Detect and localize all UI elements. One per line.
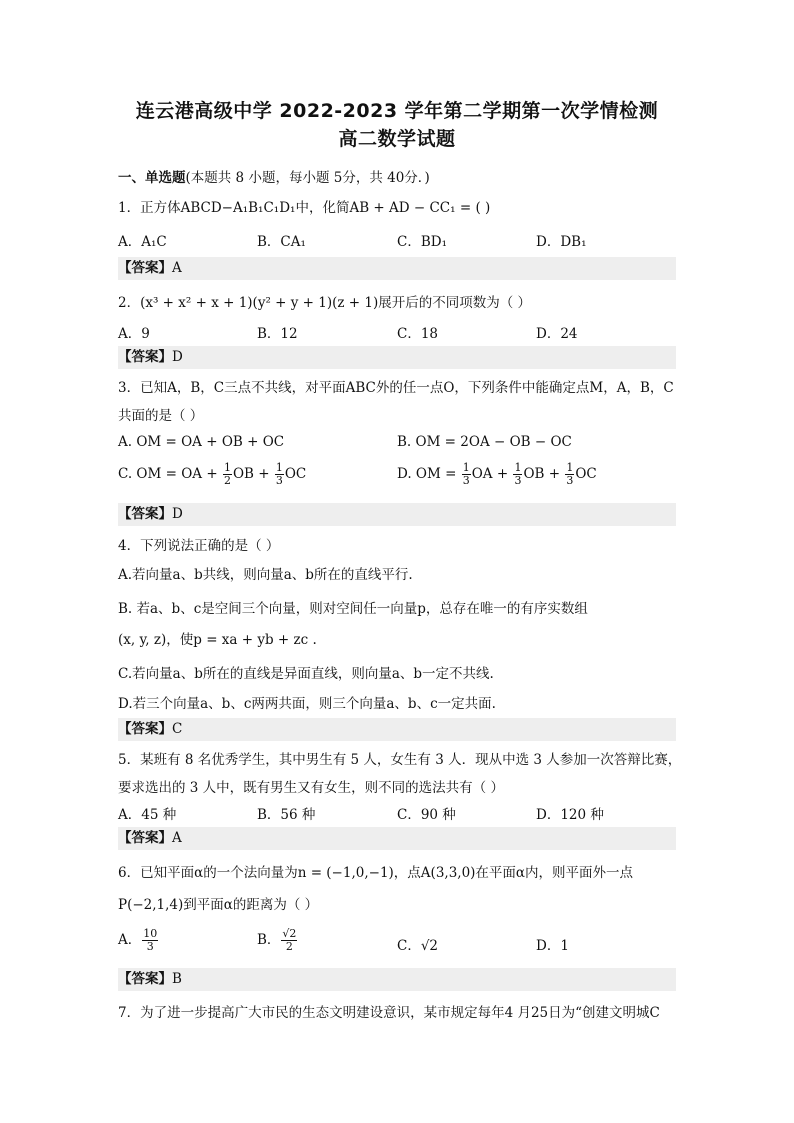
answer-value: A xyxy=(172,830,182,846)
answer-label: 【答案】 xyxy=(118,349,172,365)
frac-num: 1 xyxy=(223,461,231,474)
frac-num: 1 xyxy=(462,461,470,474)
q3-answer xyxy=(118,503,676,526)
question-3-stem-line1: 3．已知A，B，C三点不共线，对平面ABC外的任一点O，下列条件中能确定点M，A，B，C xyxy=(118,380,674,396)
q5-option-d: D．120 种 xyxy=(536,807,604,823)
question-5-stem-line1: 5．某班有 8 名优秀学生，其中男生有 5 人，女生有 3 人．现从中选 3 人参加一次答辩比赛， xyxy=(118,752,682,768)
q2-option-b: B．12 xyxy=(257,326,298,342)
exam-subtitle: 高二数学试题 xyxy=(338,128,456,150)
q2-option-a: A．9 xyxy=(118,326,150,342)
q3d-mid2: OB + xyxy=(523,466,561,482)
section-title: 一、单选题 xyxy=(118,170,186,186)
question-4-stem: 4．下列说法正确的是（ ） xyxy=(118,538,280,554)
q3-option-c xyxy=(118,462,306,487)
fraction-half xyxy=(223,462,232,487)
q4-statement-b-line1: B. 若a、b、c是空间三个向量，则对空间任一向量p，总存在唯一的有序实数组 xyxy=(118,601,588,617)
frac-num: 1 xyxy=(514,461,522,474)
fraction-third xyxy=(275,462,284,487)
frac-den: 2 xyxy=(285,940,293,953)
q6-answer xyxy=(118,968,676,991)
answer-value: D xyxy=(172,506,183,522)
answer-label: 【答案】 xyxy=(118,721,172,737)
q6a-label: A． xyxy=(118,932,142,948)
frac-den: 3 xyxy=(275,474,283,487)
frac-num: √2 xyxy=(282,927,297,940)
q3c-prefix: C. OM = OA + xyxy=(118,466,218,482)
section-note: (本题共 8 小题，每小题 5分，共 40分．) xyxy=(185,170,430,186)
question-3-stem-line2: 共面的是（ ） xyxy=(118,408,204,424)
q1-answer xyxy=(118,257,676,280)
frac-num: 1 xyxy=(275,461,283,474)
answer-value: C xyxy=(172,721,183,737)
question-7-stem: 7．为了进一步提高广大市民的生态文明建设意识，某市规定每年4 月25日为“创建文明城C xyxy=(118,1005,660,1021)
q3d-prefix: D. OM = xyxy=(397,466,457,482)
q5-option-b: B．56 种 xyxy=(257,807,316,823)
q3d-end: OC xyxy=(575,466,597,482)
question-2-stem: 2．(x³ + x² + x + 1)(y² + y + 1)(z + 1)展开后的不同项数为（ ） xyxy=(118,295,532,311)
question-1-stem: 1．正方体ABCD−A₁B₁C₁D₁中，化简AB + AD − CC₁ = ( ) xyxy=(118,200,491,216)
frac-den: 2 xyxy=(223,474,231,487)
q3c-end: OC xyxy=(284,466,307,482)
answer-label: 【答案】 xyxy=(118,506,172,522)
answer-label: 【答案】 xyxy=(118,971,172,987)
q3-option-b: B. OM = 2OA − OB − OC xyxy=(397,434,572,450)
section-heading xyxy=(118,166,430,186)
answer-value: B xyxy=(172,971,182,987)
frac-den: 3 xyxy=(146,940,154,953)
frac-den: 3 xyxy=(514,474,522,487)
q4-answer xyxy=(118,718,676,741)
q3d-mid1: OA + xyxy=(471,466,509,482)
q1-option-c: C．BD₁ xyxy=(397,234,447,250)
q2-answer xyxy=(118,346,676,369)
frac-num: 10 xyxy=(143,927,158,940)
q3-option-d xyxy=(397,462,597,487)
question-6-stem-line2: P(−2,1,4)到平面α的距离为（ ） xyxy=(118,897,319,913)
q5-option-a: A．45 种 xyxy=(118,807,177,823)
q4-statement-b-line2: (x, y, z)，使p = xa + yb + zc . xyxy=(118,632,317,648)
q3-option-a: A. OM = OA + OB + OC xyxy=(118,434,285,450)
answer-value: A xyxy=(172,260,182,276)
fraction-ten-thirds xyxy=(142,928,158,953)
question-6-stem-line1: 6．已知平面α的一个法向量为n = (−1,0,−1)，点A(3,3,0)在平面α内，则平面外一点 xyxy=(118,865,634,881)
answer-label: 【答案】 xyxy=(118,830,172,846)
answer-value: D xyxy=(172,349,183,365)
fraction-third xyxy=(462,462,471,487)
fraction-third xyxy=(513,462,522,487)
q4-statement-d: D.若三个向量a、b、c两两共面，则三个向量a、b、c一定共面. xyxy=(118,696,496,712)
q1-option-b: B．CA₁ xyxy=(257,234,306,250)
q6-option-d: D．1 xyxy=(536,938,569,954)
q4-statement-a: A.若向量a、b共线，则向量a、b所在的直线平行. xyxy=(118,567,413,583)
q2-option-c: C．18 xyxy=(397,326,439,342)
exam-title: 连云港高级中学 2022-2023 学年第二学期第一次学情检测 xyxy=(135,100,659,122)
q4-statement-c: C.若向量a、b所在的直线是异面直线，则向量a、b一定不共线. xyxy=(118,666,494,682)
q2-option-d: D．24 xyxy=(536,326,578,342)
answer-label: 【答案】 xyxy=(118,260,172,276)
q6-option-c: C．√2 xyxy=(397,938,439,954)
q5-answer xyxy=(118,827,676,850)
q6-option-a xyxy=(118,928,159,953)
q5-option-c: C．90 种 xyxy=(397,807,456,823)
frac-den: 3 xyxy=(566,474,574,487)
fraction-root2-over-2 xyxy=(281,928,297,953)
q6b-label: B． xyxy=(257,932,281,948)
frac-num: 1 xyxy=(566,461,574,474)
fraction-third xyxy=(565,462,574,487)
q1-option-d: D．DB₁ xyxy=(536,234,587,250)
q3c-mid: OB + xyxy=(232,466,270,482)
frac-den: 3 xyxy=(462,474,470,487)
q1-option-a: A．A₁C xyxy=(118,234,167,250)
question-5-stem-line2: 要求选出的 3 人中，既有男生又有女生，则不同的选法共有（ ） xyxy=(118,780,504,796)
q6-option-b xyxy=(257,928,298,953)
